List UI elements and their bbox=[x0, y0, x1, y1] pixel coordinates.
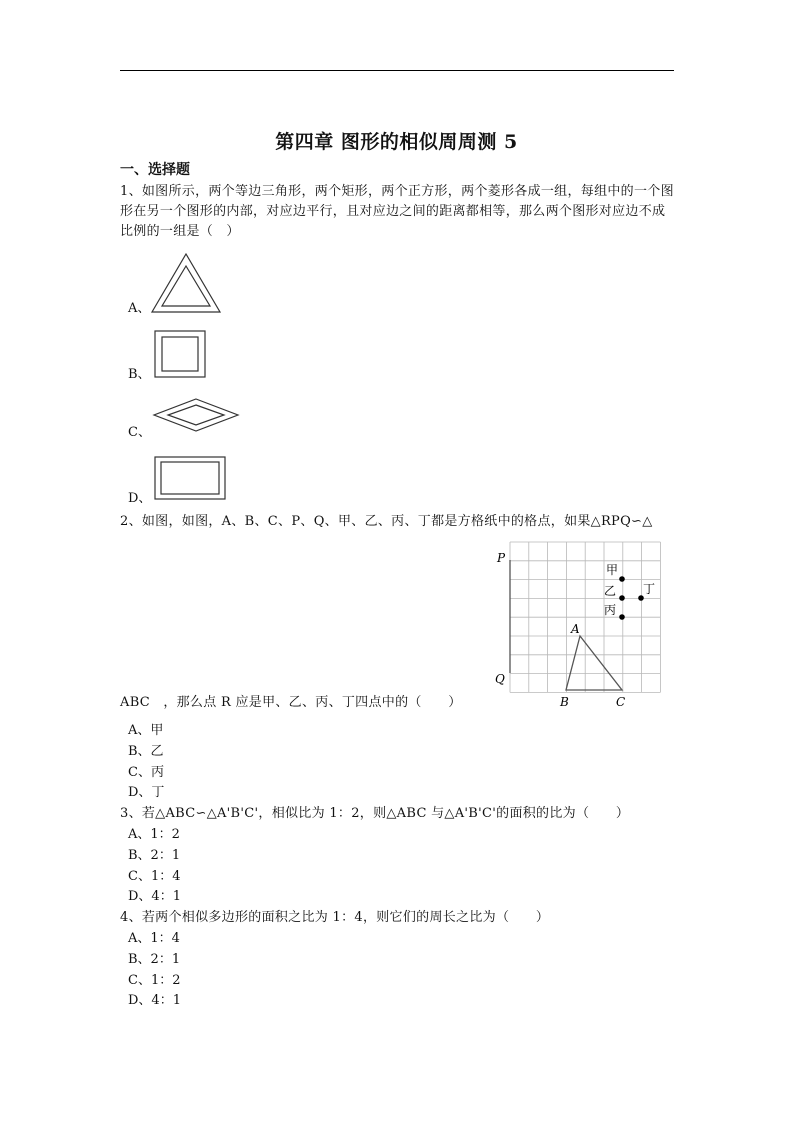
point-yi bbox=[619, 595, 625, 601]
q3-option-b: B、2：1 bbox=[128, 848, 181, 863]
square-icon bbox=[154, 330, 208, 378]
question-2-text-cont: ABC ，那么点 R 应是甲、乙、丙、丁四点中的（ ） bbox=[120, 695, 462, 710]
question-1-text: 1、如图所示，两个等边三角形，两个矩形，两个正方形，两个菱形各成一组，每组中的一个图形在另一个图形的内部，对应边平行，且对应边之间的距离都相等，那么两个图形对应边不成比例的一组是（ ） bbox=[120, 184, 674, 239]
label-p: P bbox=[497, 551, 506, 565]
q3-option-a: A、1：2 bbox=[128, 827, 180, 842]
page-title: 第四章 图形的相似周周测 5 bbox=[275, 131, 518, 153]
label-b: B bbox=[560, 695, 569, 709]
point-jia bbox=[619, 576, 625, 582]
label-a: A bbox=[571, 622, 580, 636]
q4-option-a: A、1：4 bbox=[128, 931, 180, 946]
grid-figure bbox=[494, 540, 664, 710]
q2-option-a: A、甲 bbox=[128, 723, 164, 738]
question-3-text: 3、若△ABC∽△A'B'C'，相似比为 1：2，则△ABC 与△A'B'C'的面积的比为（ ） bbox=[120, 806, 630, 821]
triangle-abc bbox=[566, 636, 622, 690]
q3-option-d: D、4：1 bbox=[128, 889, 181, 904]
grid-lines bbox=[510, 542, 660, 692]
point-ding bbox=[638, 595, 644, 601]
rectangle-icon bbox=[154, 456, 228, 502]
q4-option-c: C、1：2 bbox=[128, 973, 181, 988]
rhombus-icon bbox=[152, 397, 242, 437]
label-ding: 丁 bbox=[643, 582, 656, 596]
point-bing bbox=[619, 614, 625, 620]
q1-option-c: C、 bbox=[128, 425, 151, 440]
header-rule bbox=[120, 70, 674, 71]
q2-option-c: C、丙 bbox=[128, 765, 164, 780]
triangle-icon bbox=[148, 252, 228, 314]
q4-option-d: D、4：1 bbox=[128, 993, 181, 1008]
q4-option-b: B、2：1 bbox=[128, 952, 181, 967]
q3-option-c: C、1：4 bbox=[128, 869, 181, 884]
q1-option-a: A、 bbox=[128, 301, 151, 316]
q1-option-b: B、 bbox=[128, 367, 151, 382]
label-jia: 甲 bbox=[606, 563, 619, 577]
section-heading: 一、选择题 bbox=[120, 162, 190, 178]
q1-option-d: D、 bbox=[128, 491, 152, 506]
q2-option-b: B、乙 bbox=[128, 744, 164, 759]
question-2-text: 2、如图，如图，A、B、C、P、Q、甲、乙、丙、丁都是方格纸中的格点，如果△RPQ∽△ bbox=[120, 514, 653, 529]
label-c: C bbox=[616, 695, 626, 709]
label-bing: 丙 bbox=[604, 603, 617, 617]
label-q: Q bbox=[495, 672, 505, 686]
label-yi: 乙 bbox=[604, 584, 617, 598]
question-4-text: 4、若两个相似多边形的面积之比为 1：4，则它们的周长之比为（ ） bbox=[120, 910, 550, 925]
q2-option-d: D、丁 bbox=[128, 785, 165, 800]
